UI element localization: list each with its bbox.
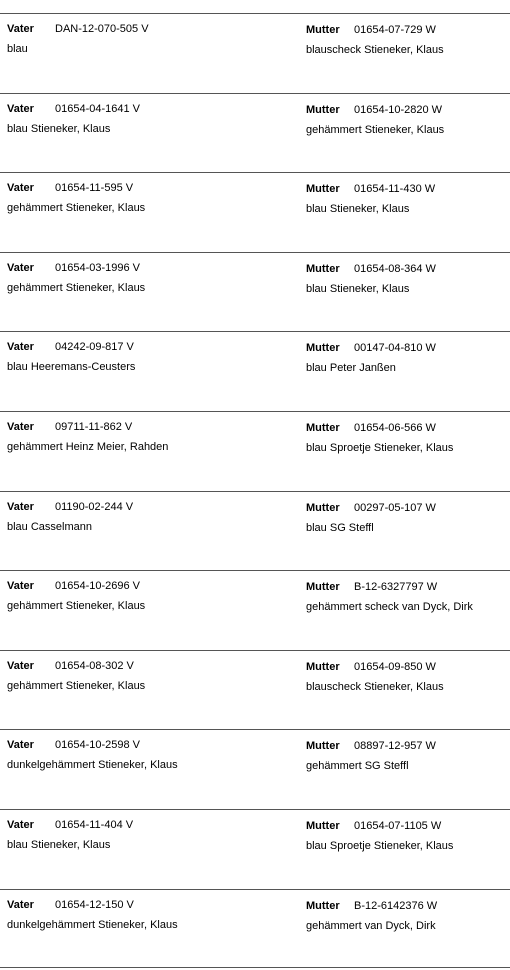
mother-entry xyxy=(306,899,437,934)
father-entry xyxy=(7,102,140,137)
mother-description: blau Sproetje Stieneker, Klaus xyxy=(306,441,454,454)
breeding-pair xyxy=(0,491,510,571)
mother-entry xyxy=(306,341,436,376)
father-entry xyxy=(7,181,145,216)
mother-label: Mutter xyxy=(306,819,340,832)
mother-description: blauscheck Stieneker, Klaus xyxy=(306,44,444,56)
mother-entry xyxy=(306,23,444,58)
father-description: gehämmert Stieneker, Klaus xyxy=(7,679,146,692)
mother-description: gehämmert van Dyck, Dirk xyxy=(306,919,436,932)
mother-entry xyxy=(306,262,436,297)
father-ring-number: 01654-10-2598 V xyxy=(55,739,141,752)
father-description: blau Casselmann xyxy=(7,520,92,533)
breeding-pair xyxy=(0,172,510,252)
mother-description: blau Sproetje Stieneker, Klaus xyxy=(306,839,454,852)
mother-ring-number: B-12-6327797 W xyxy=(354,581,438,594)
mother-entry xyxy=(306,182,435,217)
mother-ring-number: 00297-05-107 W xyxy=(354,501,436,514)
mother-label: Mutter xyxy=(306,421,340,434)
father-label: Vater xyxy=(7,102,34,115)
father-entry xyxy=(7,22,149,57)
father-description: blau Heeremans-Ceusters xyxy=(7,361,136,374)
father-label: Vater xyxy=(7,261,34,274)
mother-ring-number: 01654-10-2820 W xyxy=(354,103,443,116)
father-ring-number: 01654-08-302 V xyxy=(55,659,134,672)
father-label: Vater xyxy=(7,580,34,593)
mother-label: Mutter xyxy=(306,24,340,36)
father-ring-number: 04242-09-817 V xyxy=(55,341,134,354)
father-ring-number: 01654-04-1641 V xyxy=(55,102,141,115)
father-label: Vater xyxy=(7,182,34,195)
father-description: blau Stieneker, Klaus xyxy=(7,122,111,135)
mother-entry xyxy=(306,739,436,774)
father-entry xyxy=(7,898,178,933)
father-entry xyxy=(7,579,145,614)
mother-entry xyxy=(306,580,473,615)
father-entry xyxy=(7,261,145,296)
breeding-pair xyxy=(0,331,510,411)
father-ring-number: 01654-10-2696 V xyxy=(55,580,141,593)
father-ring-number: 01654-11-404 V xyxy=(55,818,134,831)
breeding-pair xyxy=(0,650,510,730)
father-ring-number: 01654-11-595 V xyxy=(55,182,134,195)
breeding-pair xyxy=(0,570,510,650)
breeding-pair xyxy=(0,729,510,809)
breeding-pair xyxy=(0,93,510,173)
father-ring-number: 01190-02-244 V xyxy=(55,500,134,513)
father-ring-number: 01654-03-1996 V xyxy=(55,261,141,274)
father-description: blau xyxy=(7,43,28,55)
breeding-pairs-list xyxy=(0,13,510,968)
mother-ring-number: B-12-6142376 W xyxy=(354,899,438,912)
father-description: gehämmert Stieneker, Klaus xyxy=(7,281,146,294)
father-entry xyxy=(7,659,145,694)
mother-ring-number: 01654-07-729 W xyxy=(354,24,436,36)
mother-label: Mutter xyxy=(306,103,340,116)
breeding-pair xyxy=(0,13,510,93)
mother-label: Mutter xyxy=(306,183,340,196)
mother-description: blau Stieneker, Klaus xyxy=(306,203,410,216)
breeding-pair xyxy=(0,809,510,889)
father-description: dunkelgehämmert Stieneker, Klaus xyxy=(7,759,178,772)
father-label: Vater xyxy=(7,898,34,911)
mother-description: gehämmert SG Steffl xyxy=(306,760,409,773)
mother-ring-number: 00147-04-810 W xyxy=(354,342,436,355)
father-label: Vater xyxy=(7,23,34,35)
father-description: gehämmert Heinz Meier, Rahden xyxy=(7,440,169,453)
mother-ring-number: 08897-12-957 W xyxy=(354,740,436,753)
father-label: Vater xyxy=(7,659,34,672)
mother-ring-number: 01654-08-364 W xyxy=(354,262,436,275)
mother-entry xyxy=(306,660,444,695)
breeding-pair xyxy=(0,252,510,332)
mother-description: blau Peter Janßen xyxy=(306,362,396,375)
breeding-pair xyxy=(0,411,510,491)
mother-ring-number: 01654-07-1105 W xyxy=(354,819,442,832)
mother-label: Mutter xyxy=(306,342,340,355)
father-description: gehämmert Stieneker, Klaus xyxy=(7,202,146,215)
father-label: Vater xyxy=(7,341,34,354)
mother-description: gehämmert scheck van Dyck, Dirk xyxy=(306,601,473,614)
mother-entry xyxy=(306,819,453,854)
father-label: Vater xyxy=(7,818,34,831)
mother-label: Mutter xyxy=(306,262,340,275)
mother-description: blauscheck Stieneker, Klaus xyxy=(306,680,444,693)
father-entry xyxy=(7,818,133,853)
father-entry xyxy=(7,500,133,535)
father-label: Vater xyxy=(7,500,34,513)
father-ring-number: 09711-11-862 V xyxy=(55,420,133,433)
father-entry xyxy=(7,738,178,773)
mother-label: Mutter xyxy=(306,740,340,753)
father-label: Vater xyxy=(7,739,34,752)
father-ring-number: DAN-12-070-505 V xyxy=(55,23,149,35)
father-label: Vater xyxy=(7,420,34,433)
mother-description: blau Stieneker, Klaus xyxy=(306,282,410,295)
father-description: gehämmert Stieneker, Klaus xyxy=(7,600,146,613)
mother-ring-number: 01654-06-566 W xyxy=(354,421,436,434)
breeding-pair xyxy=(0,889,510,969)
father-entry xyxy=(7,340,135,375)
father-description: dunkelgehämmert Stieneker, Klaus xyxy=(7,918,178,931)
mother-label: Mutter xyxy=(306,501,340,514)
mother-ring-number: 01654-11-430 W xyxy=(354,183,436,196)
father-ring-number: 01654-12-150 V xyxy=(55,898,134,911)
mother-label: Mutter xyxy=(306,899,340,912)
mother-entry xyxy=(306,103,444,138)
father-description: blau Stieneker, Klaus xyxy=(7,838,111,851)
mother-entry xyxy=(306,501,436,536)
mother-label: Mutter xyxy=(306,660,340,673)
father-entry xyxy=(7,420,168,455)
mother-ring-number: 01654-09-850 W xyxy=(354,660,436,673)
mother-description: blau SG Steffl xyxy=(306,521,374,534)
mother-label: Mutter xyxy=(306,581,340,594)
mother-entry xyxy=(306,421,453,456)
mother-description: gehämmert Stieneker, Klaus xyxy=(306,123,445,136)
